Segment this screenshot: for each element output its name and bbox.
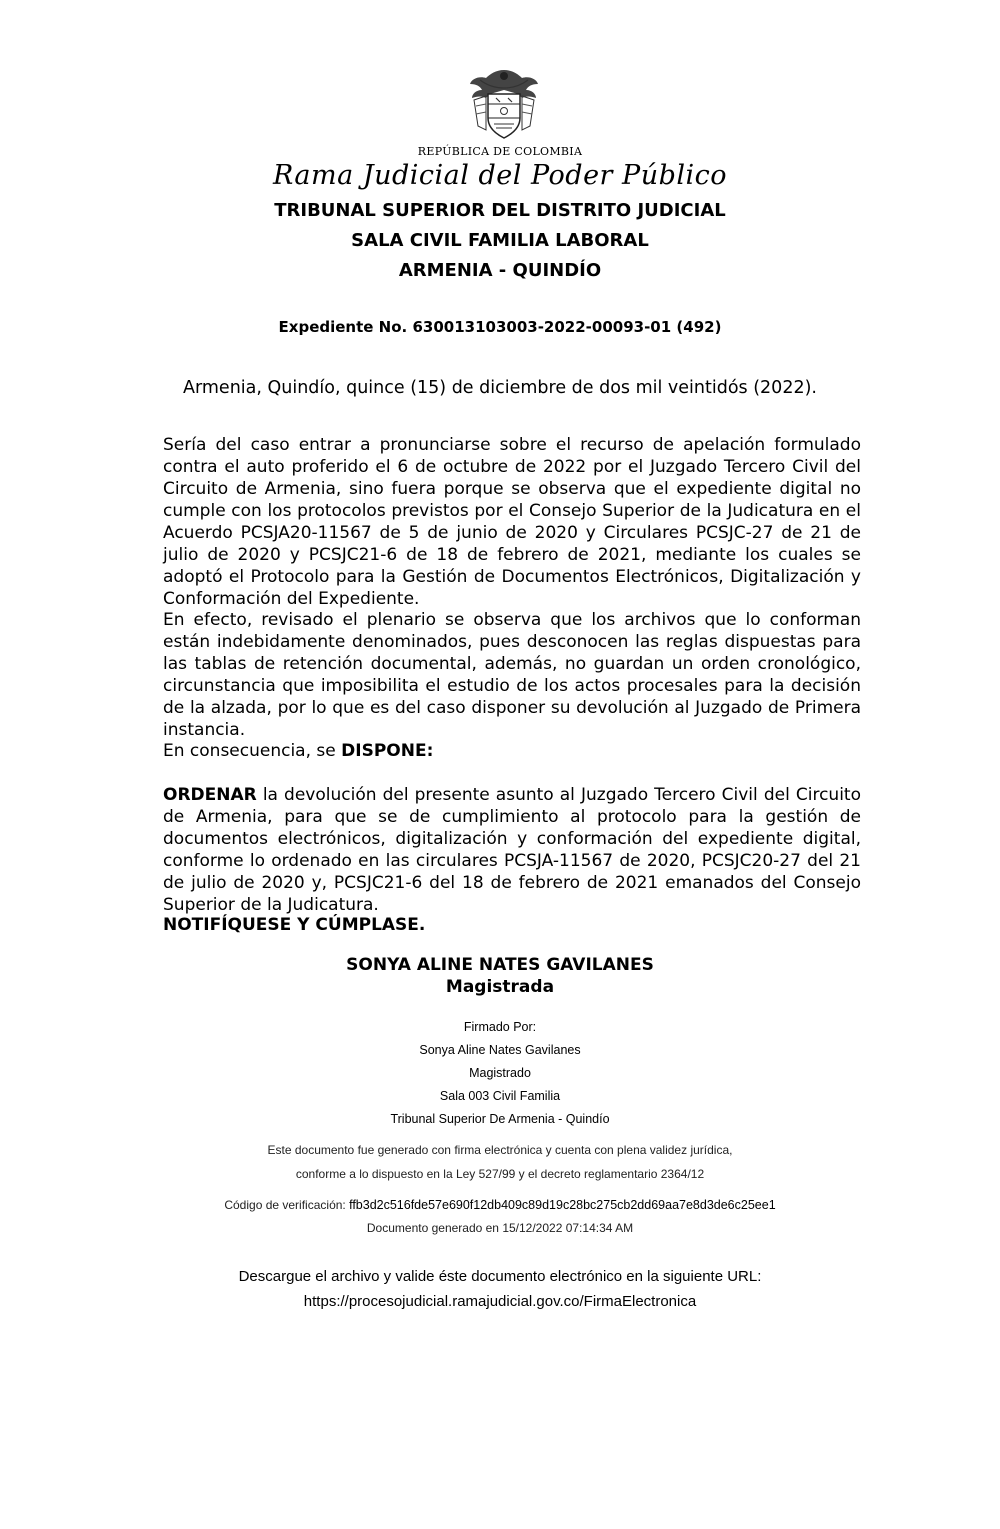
dispone-label: DISPONE: <box>341 741 434 761</box>
notification-line: NOTIFÍQUESE Y CÚMPLASE. <box>163 915 426 935</box>
city-heading: ARMENIA - QUINDÍO <box>398 260 602 281</box>
verification-code-line: Código de verificación: ffb3d2c516fde57e690f12db409c89d19c28bc275cb2dd69aa7e8d3de6c25ee1 <box>224 1198 776 1212</box>
paragraph-order: ORDENAR la devolución del presente asunto al Juzgado Tercero Civil del Circuito de Armenia, para que se de cumplimiento al protocolo para la gestión de documentos electrónicos, digitalización y conformación del expediente digital, conforme lo ordenado en las circulares PCSJA-11567 de 2020, PCSJC20-27 del 21 de julio de 2020 y, PCSJC21-6 del 18 de febrero de 2021 emanados del Consejo Superior de la Judicatura. <box>163 785 861 915</box>
validity-notice-2: conforme a lo dispuesto en la Ley 527/99 y el decreto reglamentario 2364/12 <box>295 1167 705 1181</box>
colombia-coat-of-arms-icon <box>466 66 542 144</box>
validity-notice-1: Este documento fue generado con firma electrónica y cuenta con plena validez jurídica, <box>267 1143 733 1157</box>
signature-room: Sala 003 Civil Familia <box>439 1089 561 1103</box>
paragraph-review: En efecto, revisado el plenario se observa que los archivos que lo conforman están indebidamente denominados, pues desconocen las reglas dispuestas para las tablas de retención documental, además, no guardan un orden cronológico, circunstancia que imposibilita el estudio de los actos procesales para la decisión de la alzada, por lo que es del caso disponer su devolución al Juzgado de Primera instancia. <box>163 610 861 740</box>
generated-date: Documento generado en 15/12/2022 07:14:34 AM <box>366 1221 634 1235</box>
download-notice: Descargue el archivo y valide éste documento electrónico en la siguiente URL: <box>238 1268 762 1285</box>
paragraph-considerations: Sería del caso entrar a pronunciarse sobre el recurso de apelación formulado contra el auto proferido el 6 de octubre de 2022 por el Juzgado Tercero Civil del Circuito de Armenia, sino fuera porque se observa que el expediente digital no cumple con los protocolos previstos por el Consejo Superior de la Judicatura en el Acuerdo PCSJA20-11567 de 5 de junio de 2020 y Circulares PCSJC-27 de 21 de julio de 2020 y PCSJC21-6 de 18 de febrero de 2021, mediante los cuales se adoptó el Protocolo para la Gestión de Documentos Electrónicos, Digitalización y Conformación del Expediente. <box>163 435 861 609</box>
case-number: Expediente No. 630013103003-2022-00093-01 (492) <box>278 318 722 336</box>
paragraph-consequence: En consecuencia, se DISPONE: <box>163 741 434 761</box>
document-date: Armenia, Quindío, quince (15) de diciembre de dos mil veintidós (2022). <box>183 378 817 398</box>
signer-role: Magistrada <box>445 977 555 997</box>
signer-name: SONYA ALINE NATES GAVILANES <box>346 955 654 975</box>
validation-url-link[interactable]: https://procesojudicial.ramajudicial.gov.co/FirmaElectronica <box>303 1293 697 1310</box>
ordenar-label: ORDENAR <box>163 785 257 805</box>
verification-code[interactable]: ffb3d2c516fde57e690f12db409c89d19c28bc275cb2dd69aa7e8d3de6c25ee1 <box>349 1198 776 1212</box>
rama-judicial-logo-text: Rama Judicial del Poder Público <box>272 160 728 191</box>
republic-label: REPÚBLICA DE COLOMBIA <box>417 145 583 158</box>
tribunal-heading: TRIBUNAL SUPERIOR DEL DISTRITO JUDICIAL <box>274 200 726 221</box>
signature-court: Tribunal Superior De Armenia - Quindío <box>390 1112 610 1126</box>
sala-heading: SALA CIVIL FAMILIA LABORAL <box>351 230 649 251</box>
signed-by-label: Firmado Por: <box>463 1020 537 1034</box>
signature-name: Sonya Aline Nates Gavilanes <box>419 1043 581 1057</box>
signature-position: Magistrado <box>469 1066 531 1080</box>
